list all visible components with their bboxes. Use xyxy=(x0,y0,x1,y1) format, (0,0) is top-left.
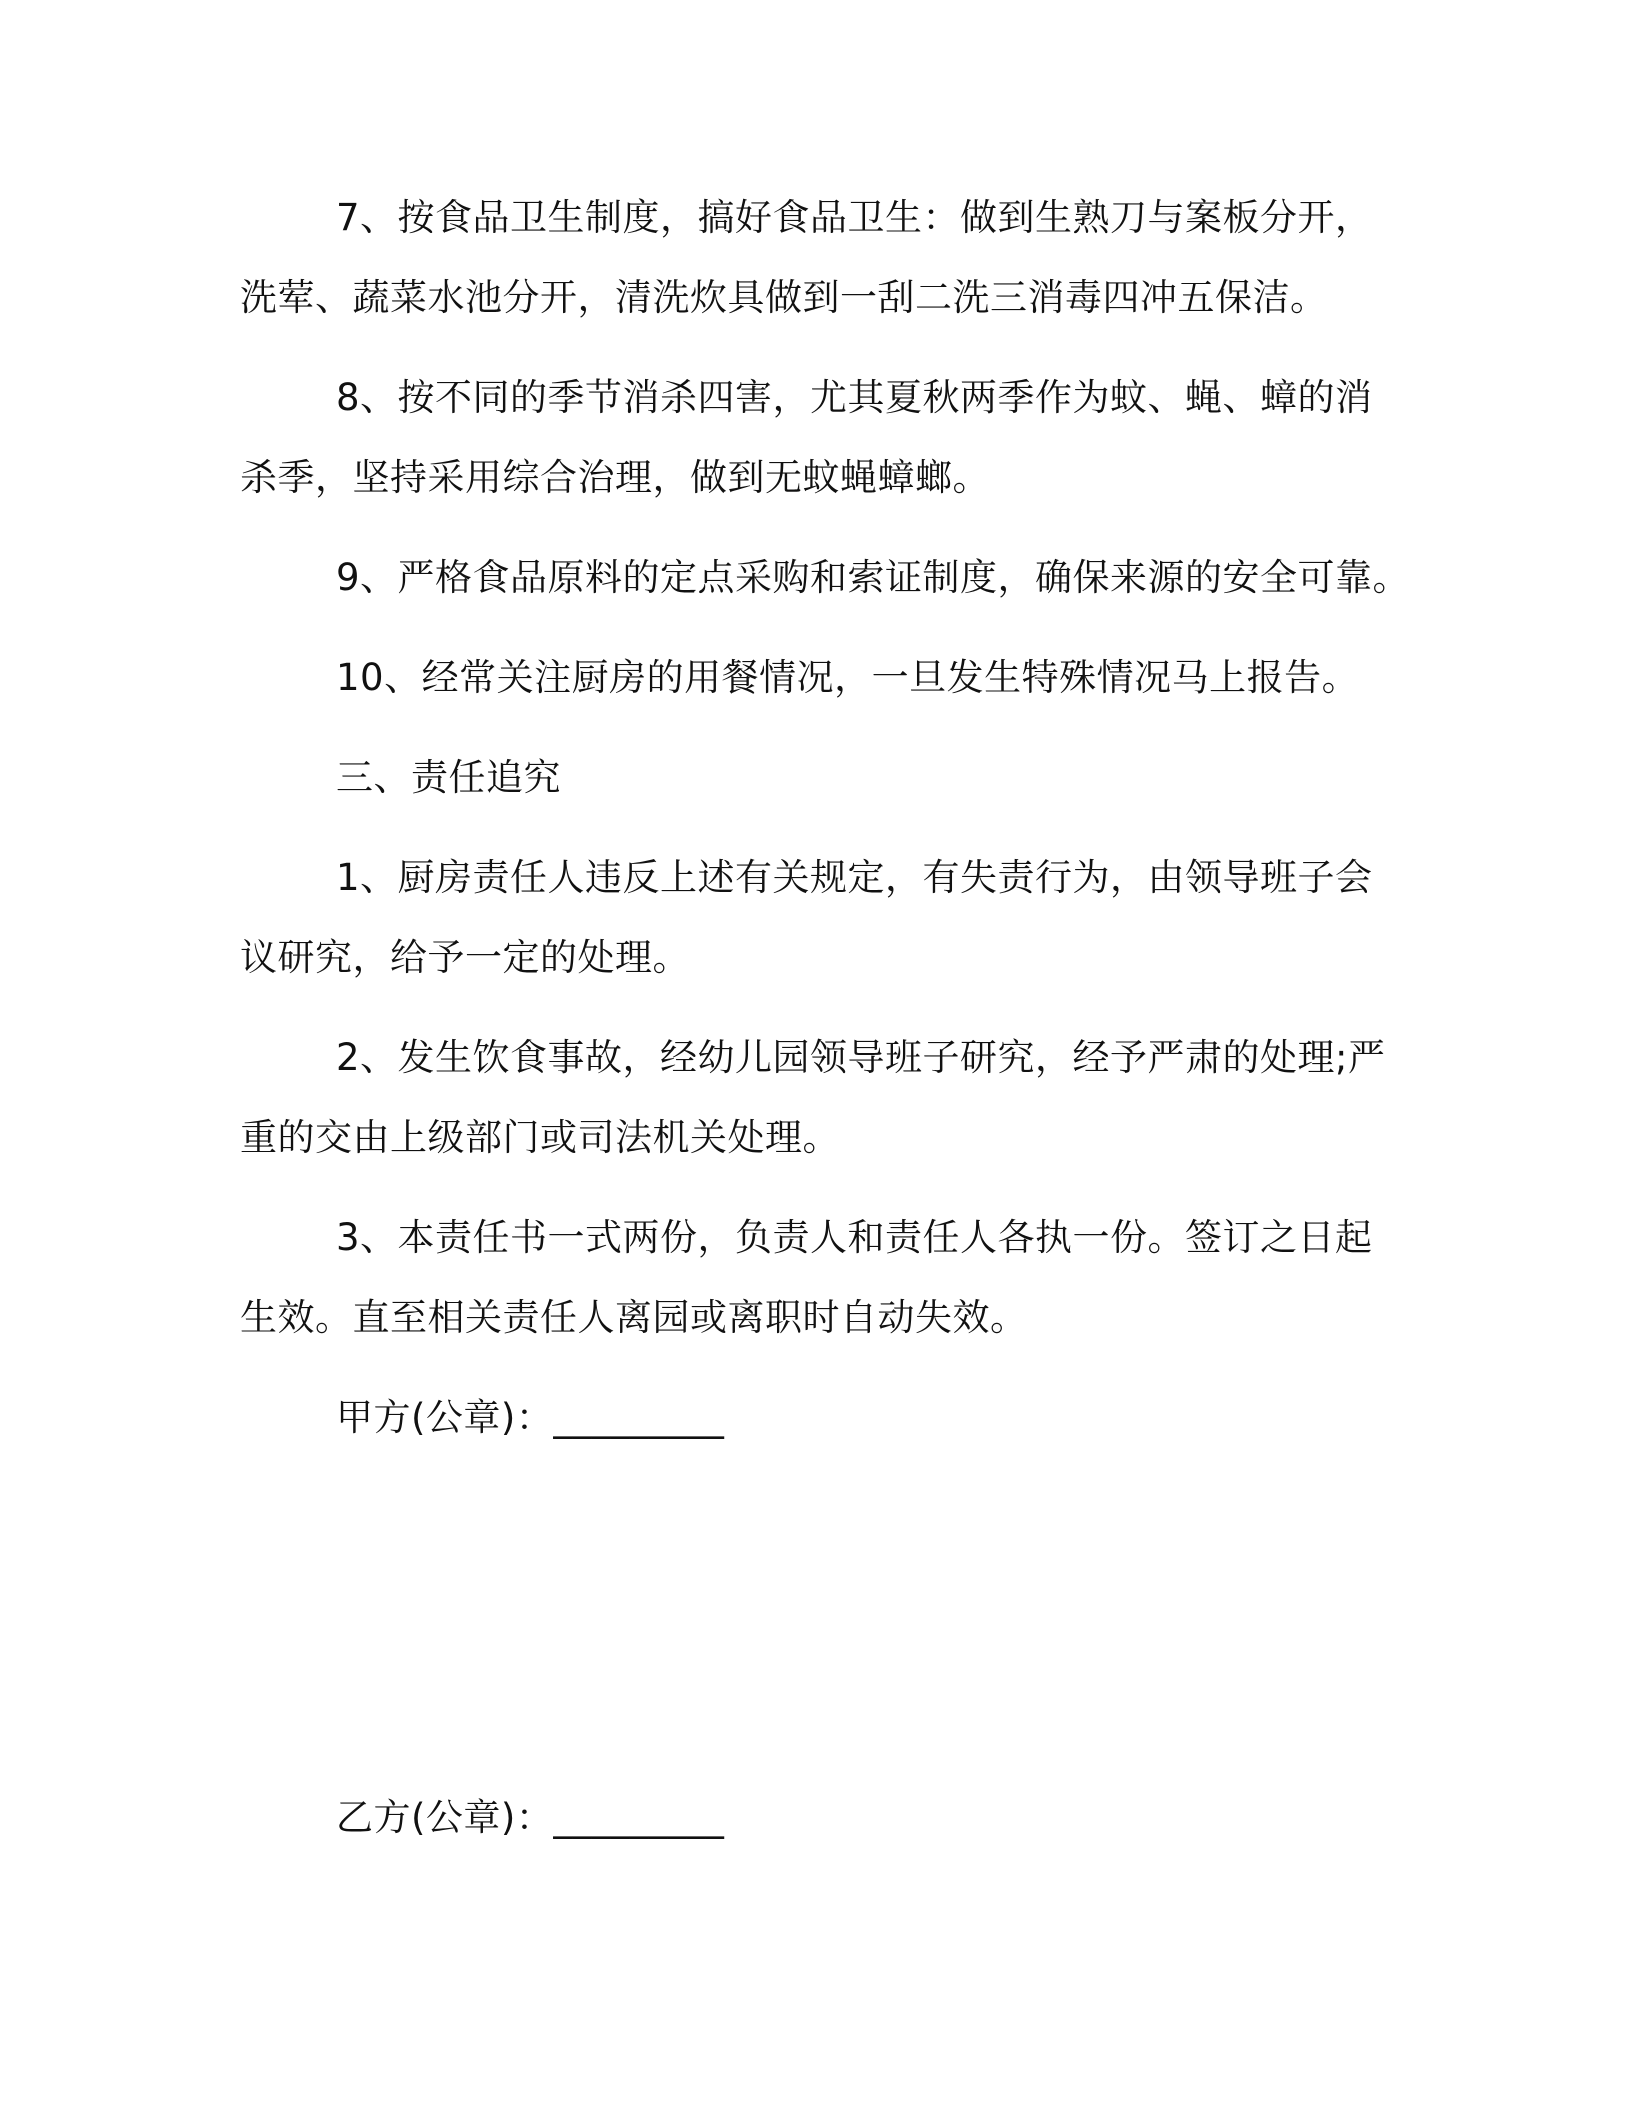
paragraph-accountability-1: 1、厨房责任人违反上述有关规定，有失责行为，由领导班子会议研究，给予一定的处理。 xyxy=(240,856,1373,979)
paragraph-item-7: 7、按食品卫生制度，搞好食品卫生：做到生熟刀与案板分开，洗荤、蔬菜水池分开，清洗炊具做到一刮二洗三消毒四冲五保洁。 xyxy=(240,196,1373,319)
signature-party-b: 乙方(公章)：_________ xyxy=(336,1796,725,1839)
paragraph-item-9: 9、严格食品原料的定点采购和索证制度，确保来源的安全可靠。 xyxy=(336,556,1411,599)
section-heading-responsibility: 三、责任追究 xyxy=(336,756,561,799)
signature-party-a: 甲方(公章)：_________ xyxy=(336,1396,725,1439)
paragraph-item-10: 10、经常关注厨房的用餐情况，一旦发生特殊情况马上报告。 xyxy=(336,656,1360,699)
paragraph-accountability-2: 2、发生饮食事故，经幼儿园领导班子研究，经予严肃的处理;严重的交由上级部门或司法机关处理。 xyxy=(240,1036,1386,1159)
paragraph-accountability-3: 3、本责任书一式两份，负责人和责任人各执一份。签订之日起生效。直至相关责任人离园或离职时自动失效。 xyxy=(240,1216,1373,1339)
paragraph-item-8: 8、按不同的季节消杀四害，尤其夏秋两季作为蚊、蝇、蟑的消杀季，坚持采用综合治理，做到无蚊蝇蟑螂。 xyxy=(240,376,1373,499)
